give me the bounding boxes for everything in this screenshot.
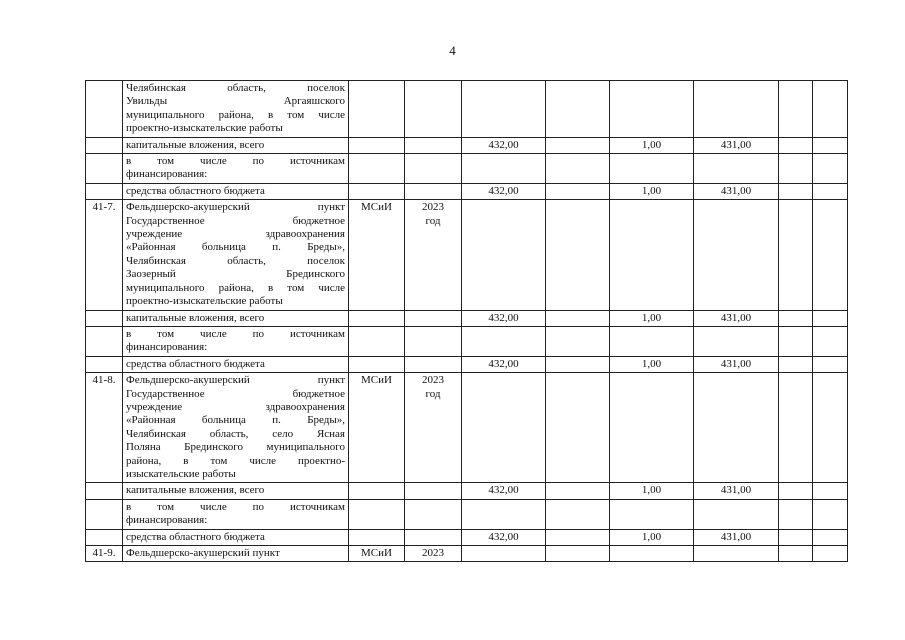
total-value-text: 432,00 (488, 357, 519, 370)
value-2 (694, 483, 779, 499)
empty-cell (462, 200, 546, 310)
total-value (462, 137, 546, 153)
empty-cell (546, 356, 610, 372)
page-number: 4 (449, 43, 456, 58)
empty-cell (694, 81, 779, 138)
value-2-text: 431,00 (720, 311, 752, 324)
empty-cell (813, 546, 848, 562)
row-label-text: капитальные вложения, всего (126, 484, 265, 497)
financing-note (123, 154, 349, 184)
row-label-text: капитальные вложения, всего (126, 311, 265, 324)
object-name-line: Государственное бюджетное (126, 214, 345, 227)
year-line: 2023 (422, 374, 444, 387)
empty-cell (813, 154, 848, 184)
agency-text: МСиИ (361, 374, 392, 387)
empty-cell (546, 373, 610, 483)
empty-cell (779, 200, 813, 310)
object-name (123, 200, 349, 310)
financing-note (123, 326, 349, 356)
empty-cell (779, 529, 813, 545)
object-name-line: «Районная больница п. Бреды», (126, 241, 345, 254)
empty-cell (546, 546, 610, 562)
agency (349, 200, 405, 310)
empty-cell (610, 81, 694, 138)
empty-cell (779, 546, 813, 562)
value-1-text: 1,00 (641, 484, 662, 497)
financing-note-line: в том числе по источникам (126, 500, 345, 513)
empty-cell (86, 529, 123, 545)
object-name-line: Челябинская область, поселок (126, 254, 345, 267)
year (405, 81, 462, 138)
object-name-line: Фельдшерско-акушерский пункт (126, 201, 345, 214)
empty-cell (779, 326, 813, 356)
object-name (123, 546, 349, 562)
value-1-text: 1,00 (641, 530, 662, 543)
row-label (123, 137, 349, 153)
budget-table (85, 80, 848, 562)
row-label (123, 483, 349, 499)
item-number (86, 546, 123, 562)
table-row (86, 483, 848, 499)
year-line: год (425, 214, 441, 227)
empty-cell (349, 326, 405, 356)
object-name-line: учреждение здравоохранения (126, 228, 345, 241)
empty-cell (462, 373, 546, 483)
empty-cell (349, 183, 405, 199)
empty-cell (779, 373, 813, 483)
empty-cell (86, 183, 123, 199)
empty-cell (813, 326, 848, 356)
table-row (86, 546, 848, 562)
value-2 (694, 529, 779, 545)
empty-cell (462, 326, 546, 356)
value-2-text: 431,00 (720, 184, 752, 197)
table-body (86, 81, 848, 562)
table-row (86, 81, 848, 138)
table-row (86, 137, 848, 153)
empty-cell (405, 310, 462, 326)
empty-cell (610, 546, 694, 562)
empty-cell (610, 200, 694, 310)
empty-cell (813, 499, 848, 529)
object-name-line: Челябинская область, поселок (126, 82, 345, 94)
financing-note-line: финансирования: (126, 341, 208, 354)
value-2-text: 431,00 (720, 530, 752, 543)
empty-cell (462, 154, 546, 184)
empty-cell (694, 373, 779, 483)
empty-cell (779, 137, 813, 153)
empty-cell (462, 81, 546, 138)
empty-cell (86, 137, 123, 153)
empty-cell (813, 356, 848, 372)
empty-cell (813, 183, 848, 199)
empty-cell (462, 499, 546, 529)
empty-cell (813, 373, 848, 483)
item-number (86, 200, 123, 310)
value-1 (610, 183, 694, 199)
value-1 (610, 483, 694, 499)
empty-cell (546, 326, 610, 356)
empty-cell (349, 356, 405, 372)
row-label (123, 310, 349, 326)
value-2 (694, 183, 779, 199)
total-value-text: 432,00 (488, 138, 519, 151)
object-name-line: «Районная больница п. Бреды», (126, 414, 345, 427)
empty-cell (610, 154, 694, 184)
object-name (123, 373, 349, 483)
item-number (86, 373, 123, 483)
table-row (86, 529, 848, 545)
empty-cell (813, 200, 848, 310)
empty-cell (610, 499, 694, 529)
object-name-line: учреждение здравоохранения (126, 400, 345, 413)
object-name-line: Заозерный Брединского (126, 268, 345, 281)
object-name (123, 81, 349, 138)
year (405, 373, 462, 483)
empty-cell (813, 81, 848, 138)
empty-cell (546, 200, 610, 310)
empty-cell (86, 483, 123, 499)
value-2 (694, 356, 779, 372)
row-label-text: капитальные вложения, всего (126, 138, 265, 151)
row-label (123, 356, 349, 372)
total-value-text: 432,00 (488, 530, 519, 543)
object-name-line: Челябинская область, село Ясная (126, 427, 345, 440)
table-row (86, 200, 848, 310)
total-value (462, 356, 546, 372)
financing-note (123, 499, 349, 529)
empty-cell (779, 183, 813, 199)
empty-cell (405, 356, 462, 372)
table-row (86, 356, 848, 372)
financing-note-line: в том числе по источникам (126, 327, 345, 340)
empty-cell (349, 154, 405, 184)
object-name-line: Фельдшерско-акушерский пункт (126, 374, 345, 387)
object-name-line: изыскательские работы (126, 467, 236, 480)
agency-text: МСиИ (361, 547, 392, 559)
empty-cell (349, 529, 405, 545)
item-number-text: 41-9. (92, 547, 116, 559)
empty-cell (405, 529, 462, 545)
empty-cell (694, 326, 779, 356)
agency-text: МСиИ (361, 201, 392, 214)
empty-cell (349, 499, 405, 529)
agency (349, 546, 405, 562)
year-line: год (425, 387, 441, 400)
empty-cell (779, 310, 813, 326)
total-value (462, 483, 546, 499)
empty-cell (694, 154, 779, 184)
row-label-text: средства областного бюджета (126, 184, 265, 197)
value-1 (610, 529, 694, 545)
value-1-text: 1,00 (641, 357, 662, 370)
value-2 (694, 137, 779, 153)
empty-cell (86, 154, 123, 184)
empty-cell (86, 499, 123, 529)
table-row (86, 326, 848, 356)
financing-note-line: финансирования: (126, 514, 208, 527)
empty-cell (405, 154, 462, 184)
value-1 (610, 137, 694, 153)
empty-cell (779, 483, 813, 499)
empty-cell (610, 326, 694, 356)
table-row (86, 154, 848, 184)
empty-cell (813, 137, 848, 153)
empty-cell (546, 137, 610, 153)
empty-cell (349, 483, 405, 499)
empty-cell (610, 373, 694, 483)
object-name-line: муниципального района, в том числе (126, 108, 345, 121)
year (405, 546, 462, 562)
empty-cell (813, 483, 848, 499)
empty-cell (405, 137, 462, 153)
empty-cell (813, 310, 848, 326)
row-label-text: средства областного бюджета (126, 530, 265, 543)
empty-cell (462, 546, 546, 562)
row-label (123, 529, 349, 545)
value-1 (610, 356, 694, 372)
empty-cell (694, 200, 779, 310)
agency (349, 373, 405, 483)
total-value-text: 432,00 (488, 311, 519, 324)
object-name-line: Государственное бюджетное (126, 387, 345, 400)
empty-cell (405, 499, 462, 529)
empty-cell (86, 326, 123, 356)
empty-cell (779, 154, 813, 184)
year-line: 2023 (422, 201, 444, 214)
object-name-line: проектно-изыскательские работы (126, 122, 283, 135)
object-name-line: Фельдшерско-акушерский пункт (126, 547, 280, 559)
year (405, 200, 462, 310)
empty-cell (779, 81, 813, 138)
table-row (86, 310, 848, 326)
empty-cell (813, 529, 848, 545)
financing-note-line: в том числе по источникам (126, 155, 345, 168)
total-value-text: 432,00 (488, 184, 519, 197)
table-row (86, 373, 848, 483)
empty-cell (779, 356, 813, 372)
empty-cell (349, 137, 405, 153)
empty-cell (546, 154, 610, 184)
value-2-text: 431,00 (720, 357, 752, 370)
empty-cell (694, 499, 779, 529)
empty-cell (86, 356, 123, 372)
empty-cell (546, 81, 610, 138)
row-label-text: средства областного бюджета (126, 357, 265, 370)
object-name-line: района, в том числе проектно- (126, 454, 345, 467)
object-name-line: муниципального района, в том числе (126, 281, 345, 294)
value-2-text: 431,00 (720, 484, 752, 497)
value-1 (610, 310, 694, 326)
empty-cell (546, 529, 610, 545)
total-value (462, 529, 546, 545)
value-1-text: 1,00 (641, 311, 662, 324)
row-label (123, 183, 349, 199)
total-value (462, 310, 546, 326)
year-line: 2023 (422, 547, 444, 559)
empty-cell (405, 483, 462, 499)
object-name-line: проектно-изыскательские работы (126, 295, 283, 308)
table-row (86, 499, 848, 529)
empty-cell (86, 310, 123, 326)
empty-cell (779, 499, 813, 529)
item-number (86, 81, 123, 138)
total-value-text: 432,00 (488, 484, 519, 497)
agency (349, 81, 405, 138)
item-number-text: 41-8. (92, 374, 116, 387)
empty-cell (349, 310, 405, 326)
object-name-line: Поляна Брединского муниципального (126, 441, 345, 454)
empty-cell (405, 183, 462, 199)
object-name-line: Увильды Аргаяшского (126, 95, 345, 108)
value-2-text: 431,00 (720, 138, 752, 151)
value-1-text: 1,00 (641, 184, 662, 197)
empty-cell (405, 326, 462, 356)
empty-cell (546, 183, 610, 199)
value-1-text: 1,00 (641, 138, 662, 151)
empty-cell (546, 310, 610, 326)
empty-cell (546, 499, 610, 529)
financing-note-line: финансирования: (126, 168, 208, 181)
value-2 (694, 310, 779, 326)
table-row (86, 183, 848, 199)
empty-cell (546, 483, 610, 499)
total-value (462, 183, 546, 199)
empty-cell (694, 546, 779, 562)
item-number-text: 41-7. (92, 201, 116, 214)
